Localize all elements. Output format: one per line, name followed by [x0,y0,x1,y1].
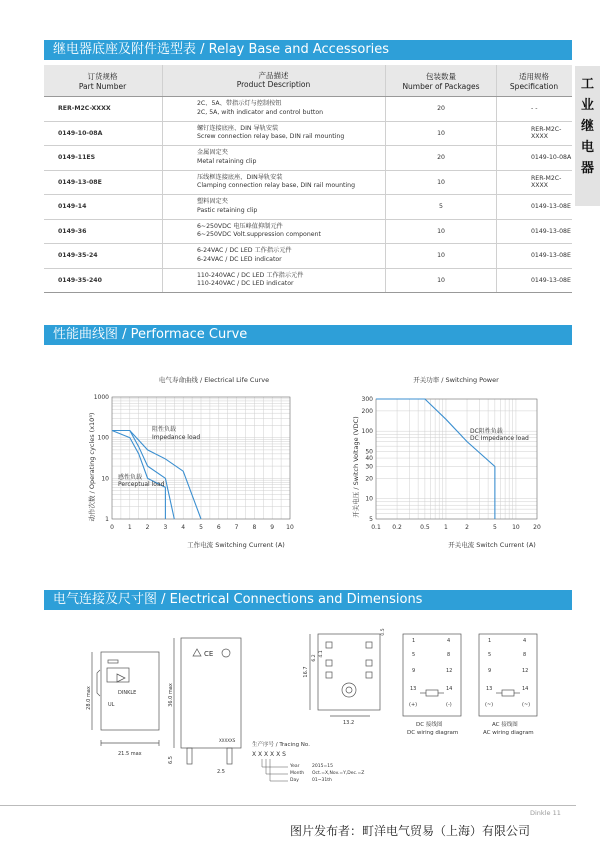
chart1-ylabel: 动作次数 / Operating cycles (x10⁵) [88,412,96,522]
table-row [44,244,572,269]
chart1-xtick: 0 [110,524,114,531]
base-brand: DINKLE [118,690,137,696]
chart1-annotation-impedance-cn: 阻性负载 [152,426,177,433]
chart1-ytick: 10 [101,475,109,483]
chart2-ytick: 5 [369,516,373,523]
chart2-annotation-cn: DC阻性负载 [470,428,503,435]
table-row [44,146,572,171]
chart1-xtick: 3 [163,524,168,531]
performance-curves [0,355,600,565]
chart1-ytick: 100 [97,434,109,442]
specification: RER-M2C-XXXX [497,170,573,195]
chart1-xtick: 9 [270,524,275,531]
dc-label-cn: DC 接线图 [416,722,443,728]
tracing-number [252,740,364,783]
package-qty: 5 [386,195,497,220]
header-specification: 适用规格 Specification [497,65,573,97]
dim-13-2: 13.2 [343,720,355,726]
tracing-month: Oct.=X,Nov.=Y,Dec.=Z [312,771,365,776]
description: 螺钉连接底座、DIN 导轨安装 Screw connection relay base, DIN rail mounting [163,121,386,146]
relay-base-table [44,65,572,293]
description: 6-24VAC / DC LED 工作指示元件 6-24VAC / DC LED indicator [163,244,386,269]
table-row [44,121,572,146]
description: 压线框连接底座、DIN导轨安装 Clamping connection relay base, DIN rail mounting [163,170,386,195]
ac-pin-5: 5 [488,652,492,658]
chart1-xtick: 6 [216,524,221,531]
description: 2C、5A、带指示灯与控制按钮 2C, 5A, with indicator and control button [163,97,386,122]
chart1-annotation-perceptual-cn: 感性负载 [118,474,143,481]
chart1-ytick: 1000 [93,394,109,401]
part-number: 0149-13-08E [44,170,163,195]
part-number: RER-M2C-XXXX [44,97,163,122]
table-header-row [44,65,572,97]
ac-pin-12: 12 [522,668,529,674]
part-number: 0149-35-24 [44,244,163,269]
dim-4-1: 4.1 [319,650,324,658]
chart2-xtick: 0.2 [392,524,402,531]
specification: 0149-13-08E [497,219,573,244]
ac-pin-9: 9 [488,668,492,674]
dc-pin-9: 9 [412,668,416,674]
description: 110-240VAC / DC LED 工作指示元件 110-240VAC / DC LED indicator [163,268,386,293]
dim-2-5: 2.5 [217,769,225,775]
part-number: 0149-36 [44,219,163,244]
dc-label-en: DC wiring diagram [407,730,459,736]
table-row [44,268,572,293]
chart2-ylabel: 开关电压 / Switch Voltage (VDC) [352,416,360,518]
tracing-month-label: Month [290,771,305,776]
footer-divider [0,805,576,806]
chart2-ytick: 30 [365,463,373,471]
ac-pin-1: 1 [488,638,492,644]
chart1-xtick: 7 [234,524,239,531]
chart1-xlabel: 工作电流 Switching Current (A) [187,541,285,549]
chart2-xtick: 10 [512,524,520,531]
ce-mark: CE [204,650,214,658]
part-number: 0149-11ES [44,146,163,171]
dim-36: 36.0 max [168,683,174,707]
chart1-xtick: 8 [252,524,257,531]
section-title-relay-base: 继电器底座及附件选型表 / Relay Base and Accessories [44,40,572,60]
chart2-ytick: 20 [365,475,373,483]
dc-pin-14: 14 [446,686,453,692]
table-row [44,219,572,244]
chart2-xtick: 5 [492,524,497,531]
chart2-xtick: 20 [533,524,541,531]
tracing-day-label: Day [290,778,299,783]
chart2-ytick: 100 [361,428,373,436]
chart1-ticks [94,394,294,531]
ac-pin-tilde-a: (~) [485,702,494,708]
dc-pin-8: 8 [447,652,451,658]
tracing-day: 01~31th [312,778,332,783]
description: 塑料固定夹 Pastic retaining clip [163,195,386,220]
dim-16-7: 16.7 [303,666,309,678]
dim-6-5: 6.5 [168,756,174,764]
ac-pin-8: 8 [523,652,527,658]
dim-21-5: 21.5 max [118,751,142,757]
chart2-xtick: 0.5 [420,524,430,531]
package-qty: 10 [386,219,497,244]
chart2-ticks [362,396,541,531]
chart1-xtick: 5 [199,524,203,531]
publisher-credit: 图片发布者：町洋电气贸易（上海）有限公司 [290,824,531,838]
section-title-curve: 性能曲线图 / Performace Curve [44,325,572,345]
chart2-ytick: 300 [361,396,373,403]
chart1-title: 电气寿命曲线 / Electrical Life Curve [158,376,270,384]
chart2-title: 开关功率 / Switching Power [413,376,499,384]
chart2-grid [376,399,537,519]
description: 金属固定夹 Metal retaining clip [163,146,386,171]
chart2-series-line-0 [376,399,495,519]
dimension-drawings [0,620,600,800]
footer-brand: Dinkle 11 [530,809,561,817]
dc-pin-4: 4 [447,638,451,644]
side-tab-industrial-relays: 工 业 继 电 器 [575,66,600,206]
description: 6~250VDC 电压峰值抑制元件 6~250VDC Volt.suppression component [163,219,386,244]
specification: 0149-13-08E [497,195,573,220]
dc-pin-1: 1 [412,638,416,644]
ul-mark: UL [108,702,115,708]
front-code: XXXXXS [219,738,236,743]
specification: 0149-10-08A [497,146,573,171]
ac-pin-13: 13 [486,686,493,692]
chart1-ytick: 1 [105,516,109,523]
chart2-ytick: 10 [365,495,373,503]
package-qty: 10 [386,121,497,146]
ac-label-en: AC wiring diagram [483,730,534,736]
ac-pin-tilde-b: (~) [522,702,531,708]
dim-0-5: 0.5 [381,628,386,636]
chart2-ytick: 200 [361,407,373,415]
chart2-xlabel: 开关电流 Switch Current (A) [448,541,536,549]
chart1-grid [112,397,290,519]
tracing-label: 生产序号 / Tracing No. [252,742,310,748]
part-number: 0149-35-240 [44,268,163,293]
package-qty: 20 [386,97,497,122]
chart1-xtick: 2 [145,524,150,531]
header-packages: 包装数量 Number of Packages [386,65,497,97]
specification: RER-M2C-XXXX [497,121,573,146]
ac-wiring-diagram [479,634,537,736]
dc-wiring-diagram [403,634,461,736]
chart1-xtick: 10 [286,524,294,531]
dc-pin-12: 12 [446,668,453,674]
ac-label-cn: AC 接线图 [492,722,518,728]
section-title-connections: 电气连接及尺寸图 / Electrical Connections and Dimensions [44,590,572,610]
specification: 0149-13-08E [497,244,573,269]
dc-pin-13: 13 [410,686,417,692]
table-row [44,170,572,195]
table-row [44,97,572,122]
chart2-xtick: 0.1 [371,524,381,531]
dim-28: 28.0 max [86,686,92,710]
ac-pin-4: 4 [523,638,527,644]
chart1-xtick: 4 [181,524,186,531]
chart1-annotation-perceptual-en: Perceptual load [118,481,165,488]
dim-6-2: 6.2 [312,654,317,662]
package-qty: 10 [386,268,497,293]
relay-pin-layout [303,628,386,726]
chart2-xtick: 1 [444,524,448,531]
chart2-ytick: 40 [365,455,373,463]
package-qty: 20 [386,146,497,171]
part-number: 0149-10-08A [44,121,163,146]
table-row [44,195,572,220]
chart2-ytick: 50 [365,448,373,456]
specification: 0149-13-08E [497,268,573,293]
chart1-xtick: 1 [127,524,132,531]
tracing-year-label: Year [290,764,300,769]
relay-base-side-view [86,652,159,757]
part-number: 0149-14 [44,195,163,220]
chart2-series [376,399,495,519]
chart2-annotation-en: DC Impedance load [470,435,529,442]
package-qty: 10 [386,244,497,269]
tracing-code: X X X X X S [252,751,286,758]
chart1-annotation-impedance-en: Impedance load [152,434,201,441]
dc-pin-5: 5 [412,652,416,658]
tracing-year: 2015=15 [312,764,333,769]
relay-front-view [168,638,241,775]
dc-pin-plus: (+) [409,702,418,708]
specification: - - [497,97,573,122]
ac-pin-14: 14 [522,686,529,692]
header-part-number: 订货规格 Part Number [44,65,163,97]
header-description: 产品描述 Product Description [163,65,386,97]
chart2-xtick: 2 [465,524,469,531]
dc-pin-minus: (-) [446,702,452,708]
package-qty: 10 [386,170,497,195]
